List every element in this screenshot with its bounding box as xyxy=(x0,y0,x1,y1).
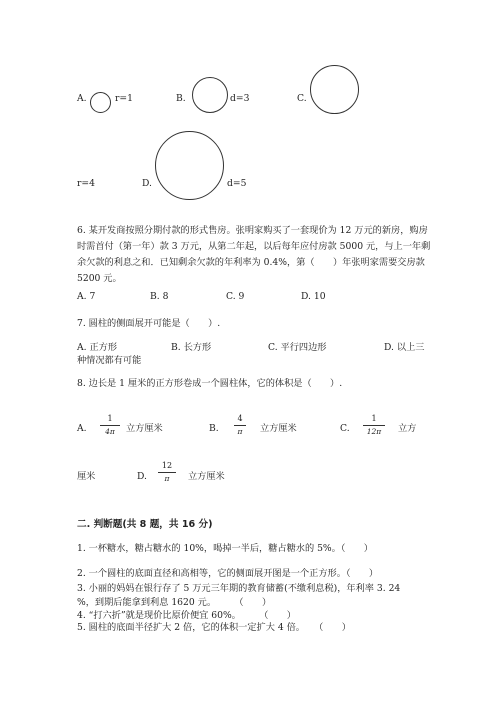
q8-option-b-unit: 立方厘米 xyxy=(260,423,297,434)
q7-option-b: B. 长方形 xyxy=(171,342,212,353)
q6-option-c: C. 9 xyxy=(226,291,245,302)
judge-item-4: 4. “打六折”就是现价比原价便宜 60%。 （ ） xyxy=(77,610,296,621)
judge-item-5: 5. 圆柱的底面半径扩大 2 倍，它的体积一定扩大 4 倍。 （ ） xyxy=(77,622,351,633)
circle-b-figure xyxy=(192,77,228,113)
q8-b-denominator: π xyxy=(237,427,243,436)
q7-option-c: C. 平行四边形 xyxy=(268,342,327,353)
option-c-label: r=4 xyxy=(77,178,95,189)
q8-d-numerator: 12 xyxy=(161,461,173,470)
q8-option-c-fraction xyxy=(363,415,385,436)
q8-option-c-unit: 立方 xyxy=(398,423,417,434)
q8-option-a-fraction xyxy=(100,415,120,436)
judge-item-2: 2. 一个圆柱的底面直径和高相等，它的侧面展开图是一个正方形。（ ） xyxy=(77,568,379,579)
q8-option-a-letter: A. xyxy=(77,423,87,434)
option-a-label: r=1 xyxy=(115,93,133,104)
question-6-text: 6. 某开发商按照分期付款的形式售房。张明家购买了一套现价为 12 万元的新房，购房时需首付（第一年）款 3 万元，从第二年起，以后每年应付房款 5000 元，与上一年剩余欠款的利息之和．已知剩余欠款的年利率为 0.4%，第（ ）年张明家需要交房款 5200 元。 xyxy=(77,225,431,284)
q6-option-a: A. 7 xyxy=(77,291,96,302)
judge-item-1: 1. 一杯糖水，糖占糖水的 10%，喝掉一半后，糖占糖水的 5%。（ ） xyxy=(77,543,373,554)
option-b-label: d=3 xyxy=(230,93,250,104)
option-d-letter: D. xyxy=(142,178,152,189)
section-2-title: 二. 判断题(共 8 题，共 16 分) xyxy=(77,519,213,530)
question-7-text: 7. 圆柱的侧面展开可能是（ ）. xyxy=(77,318,221,329)
q8-d-denominator: π xyxy=(164,474,170,483)
q7-option-a: A. 正方形 xyxy=(77,342,118,353)
q8-option-d-fraction xyxy=(158,462,176,483)
question-8-text: 8. 边长是 1 厘米的正方形卷成一个圆柱体，它的体积是（ ）. xyxy=(77,378,343,389)
q7-option-d: D. 以上三 xyxy=(384,342,425,353)
q8-option-d-letter: D. xyxy=(137,471,147,482)
option-a-letter: A. xyxy=(77,93,87,104)
q8-option-c-unit-continued: 厘米 xyxy=(77,471,96,482)
q8-option-d-unit: 立方厘米 xyxy=(188,471,225,482)
circle-a-figure xyxy=(90,92,111,113)
circle-d-figure xyxy=(155,131,224,200)
judge-item-3-continued: %，到期后能拿到利息 1620 元。 （ ） xyxy=(77,597,272,608)
judge-item-3: 3. 小丽的妈妈在银行存了 5 万元三年期的教育储蓄(不缴利息税)，年利率 3. 24 xyxy=(77,583,401,594)
q8-option-b-fraction xyxy=(234,415,246,436)
circle-c-figure xyxy=(310,65,359,114)
option-c-letter: C. xyxy=(297,93,307,104)
q8-option-b-letter: B. xyxy=(209,423,219,434)
q6-option-d: D. 10 xyxy=(301,291,326,302)
q8-c-numerator: 1 xyxy=(371,414,377,423)
q8-option-a-unit: 立方厘米 xyxy=(126,423,163,434)
option-d-label: d=5 xyxy=(227,178,247,189)
q8-a-numerator: 1 xyxy=(107,414,113,423)
q7-option-d-continued: 种情况都有可能 xyxy=(77,355,142,366)
q8-a-denominator: 4π xyxy=(105,427,115,436)
q8-option-c-letter: C. xyxy=(340,423,350,434)
option-b-letter: B. xyxy=(176,93,186,104)
q6-option-b: B. 8 xyxy=(150,291,169,302)
q8-c-denominator: 12π xyxy=(366,427,382,436)
q8-b-numerator: 4 xyxy=(237,414,243,423)
